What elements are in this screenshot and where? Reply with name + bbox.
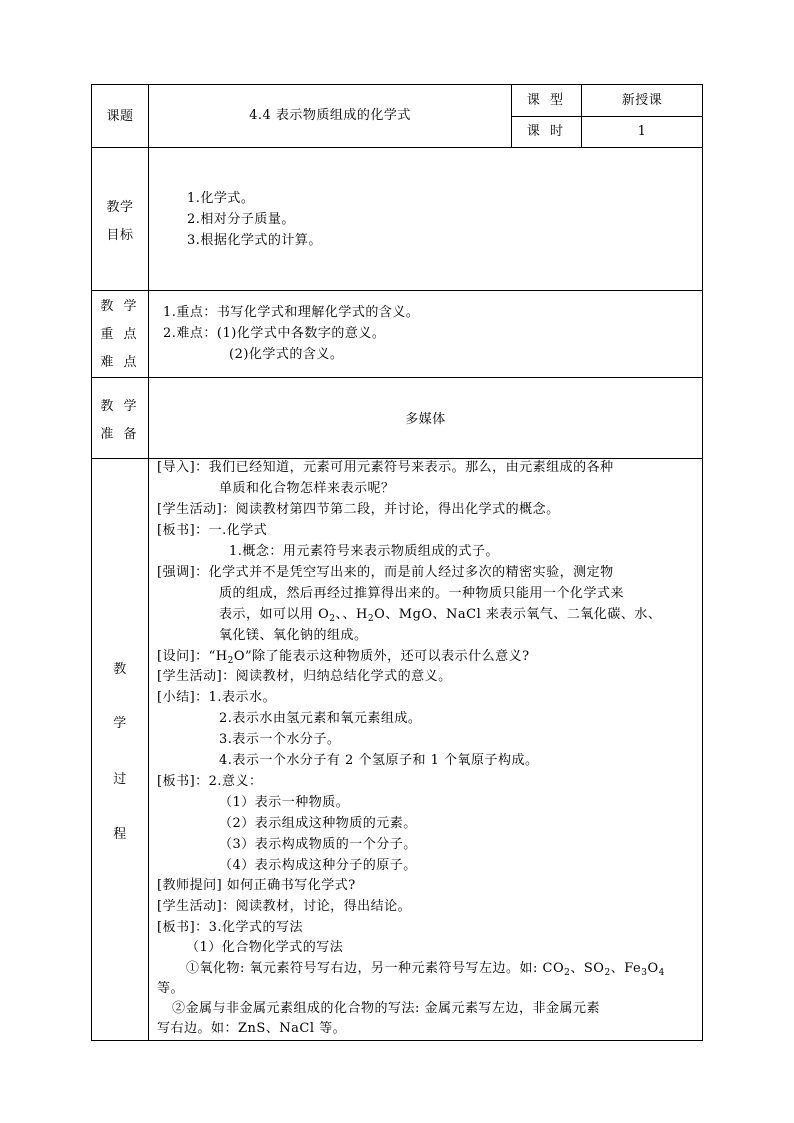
process-label: 程: [113, 827, 127, 842]
meaning-item: （3）表示构成物质的一个分子。: [219, 837, 417, 852]
goal-item: 2.相对分子质量。: [187, 212, 295, 227]
key-points-label: 教 学: [100, 299, 140, 314]
summary-item: 2.表示水由氢元素和氧元素组成。: [219, 711, 422, 726]
process-label: 教: [113, 662, 127, 677]
lesson-hours-value: 1: [637, 124, 647, 139]
student-activity: [学生活动]：阅读教材，归纳总结化学式的意义。: [157, 669, 452, 684]
table-border-top: [91, 84, 703, 85]
key-point-line: 2.难点：(1)化学式中各数字的意义。: [163, 326, 386, 341]
lesson-type-label: 课 型: [526, 93, 567, 108]
meaning-item: （1）表示一种物质。: [219, 795, 350, 810]
question-line: [设问]：“$H_2O$”除了能表示这种物质外，还可以表示什么意义?: [157, 649, 530, 666]
summary-item: 4.表示一个水分子有 2 个氢原子和 1 个氧原子构成。: [219, 753, 539, 768]
emphasis-formula-line: 表示，如可以用 $O_2$、、$H_2O$、MgO、NaCl 来表示氧气、二氧化碳、水、: [219, 607, 662, 624]
prep-value: 多媒体: [405, 412, 446, 427]
board-note: [板书]：一.化学式: [157, 523, 268, 538]
key-point-line: (2)化学式的含义。: [229, 347, 344, 362]
lesson-hours-label: 课 时: [526, 124, 567, 139]
key-points-label: 重 点: [100, 327, 140, 342]
meaning-item: （4）表示构成这种分子的原子。: [219, 858, 417, 873]
row-divider: [91, 377, 703, 378]
emphasis-line: [强调]：化学式并不是凭空写出来的，而是前人经过多次的精密实验，测定物: [157, 565, 614, 580]
board-note: [板书]：2.意义：: [157, 774, 263, 789]
oxide-rule-end: 等。: [157, 981, 185, 996]
process-label: 过: [113, 772, 127, 787]
metal-rule-line: ②金属与非金属元素组成的化合物的写法: 金属元素写左边，非金属元素: [172, 1001, 601, 1016]
goal-item: 1.化学式。: [187, 191, 255, 206]
goal-item: 3.根据化学式的计算。: [187, 233, 322, 248]
process-label: 学: [113, 716, 127, 731]
emphasis-line: 氧化镁、氧化钠的组成。: [219, 628, 368, 643]
teacher-question: [教师提问] 如何正确书写化学式?: [157, 878, 356, 893]
key-points-label: 难 点: [100, 355, 140, 370]
goals-label: 教学: [106, 200, 134, 215]
student-activity: [学生活动]：阅读教材，讨论，得出结论。: [157, 899, 412, 914]
table-border-bottom: [91, 1040, 703, 1041]
topic-label: 课题: [106, 109, 134, 124]
emphasis-line: 质的组成，然后再经过推算得出来的。一种物质只能用一个化学式来: [219, 586, 625, 601]
lesson-type-value: 新授课: [621, 93, 663, 108]
prep-label: 准 备: [100, 427, 140, 442]
row-divider: [511, 116, 703, 117]
student-activity: [学生活动]：阅读教材第四节第二段，并讨论，得出化学式的概念。: [157, 502, 560, 517]
writing-rule-heading: （1）化合物化学式的写法: [186, 940, 344, 955]
intro-line: [导入]：我们已经知道，元素可用元素符号来表示。那么，由元素组成的各种: [157, 460, 614, 475]
row-divider: [91, 147, 703, 148]
topic-value: 4.4 表示物质组成的化学式: [249, 108, 411, 123]
meaning-item: （2）表示组成这种物质的元素。: [219, 816, 417, 831]
board-note: [板书]：3.化学式的写法: [157, 920, 304, 935]
oxide-rule-line: ①氧化物: 氧元素符号写右边，另一种元素符号写左边。如: $CO_2$、$SO_2$、$Fe_3O_4$: [186, 961, 665, 978]
concept-line: 1.概念：用元素符号来表示物质组成的式子。: [229, 544, 499, 559]
key-point-line: 1.重点：书写化学式和理解化学式的含义。: [163, 305, 420, 320]
summary-item: 3.表示一个水分子。: [219, 732, 341, 747]
column-divider: [148, 84, 149, 1040]
table-border-right: [702, 84, 703, 1040]
prep-label: 教 学: [100, 399, 140, 414]
row-divider: [91, 290, 703, 291]
summary-head: [小结]：1.表示水。: [157, 690, 277, 705]
goals-label: 目标: [106, 228, 134, 243]
metal-rule-line: 写右边。如：ZnS、NaCl 等。: [157, 1021, 347, 1036]
intro-line: 单质和化合物怎样来表示呢？: [219, 481, 395, 496]
